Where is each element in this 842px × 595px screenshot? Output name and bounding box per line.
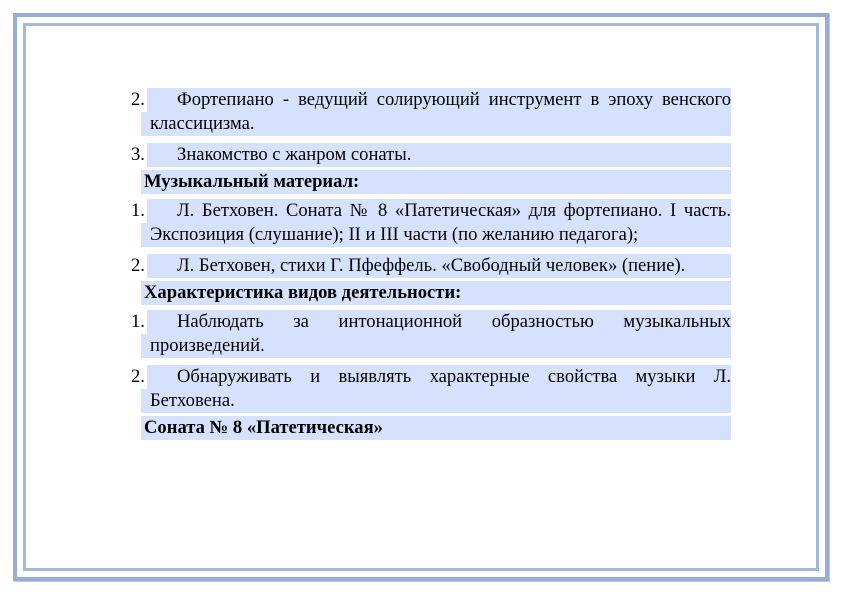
section-heading-material: Музыкальный материал: — [141, 170, 731, 194]
list-item-text: Фортепиано - ведущий солирующий инструмент в эпоху венского классицизма. — [150, 89, 731, 134]
section-heading-activities: Характеристика видов деятельности: — [141, 281, 731, 305]
list-item-number: 2. — [131, 366, 145, 387]
list-item-text: Л. Бетховен, стихи Г. Пфеффель. «Свободный человек» (пение). — [177, 255, 686, 276]
list-item-text: Л. Бетховен. Соната № 8 «Патетическая» для фортепиано. I часть. Экспозиция (слушание); II и III части (по желанию педагога); — [150, 200, 731, 245]
list-item-number: 3. — [131, 144, 145, 165]
list-item — [131, 365, 731, 413]
list-item — [131, 310, 731, 358]
list-item — [131, 254, 731, 278]
section-heading-sonata: Соната № 8 «Патетическая» — [141, 416, 731, 440]
list-item-text: Знакомство с жанром сонаты. — [177, 144, 412, 165]
list-item-number: 2. — [131, 89, 145, 110]
list-item-number: 1. — [131, 200, 145, 221]
list-item-number: 2. — [131, 255, 145, 276]
list-item-text: Наблюдать за интонационной образностью музыкальных произведений. — [150, 311, 731, 356]
list-item-text: Обнаруживать и выявлять характерные свойства музыки Л. Бетховена. — [150, 366, 731, 411]
list-item — [131, 143, 731, 167]
slide-content — [131, 88, 731, 445]
list-item — [131, 88, 731, 136]
list-item-number: 1. — [131, 311, 145, 332]
list-item — [131, 199, 731, 247]
